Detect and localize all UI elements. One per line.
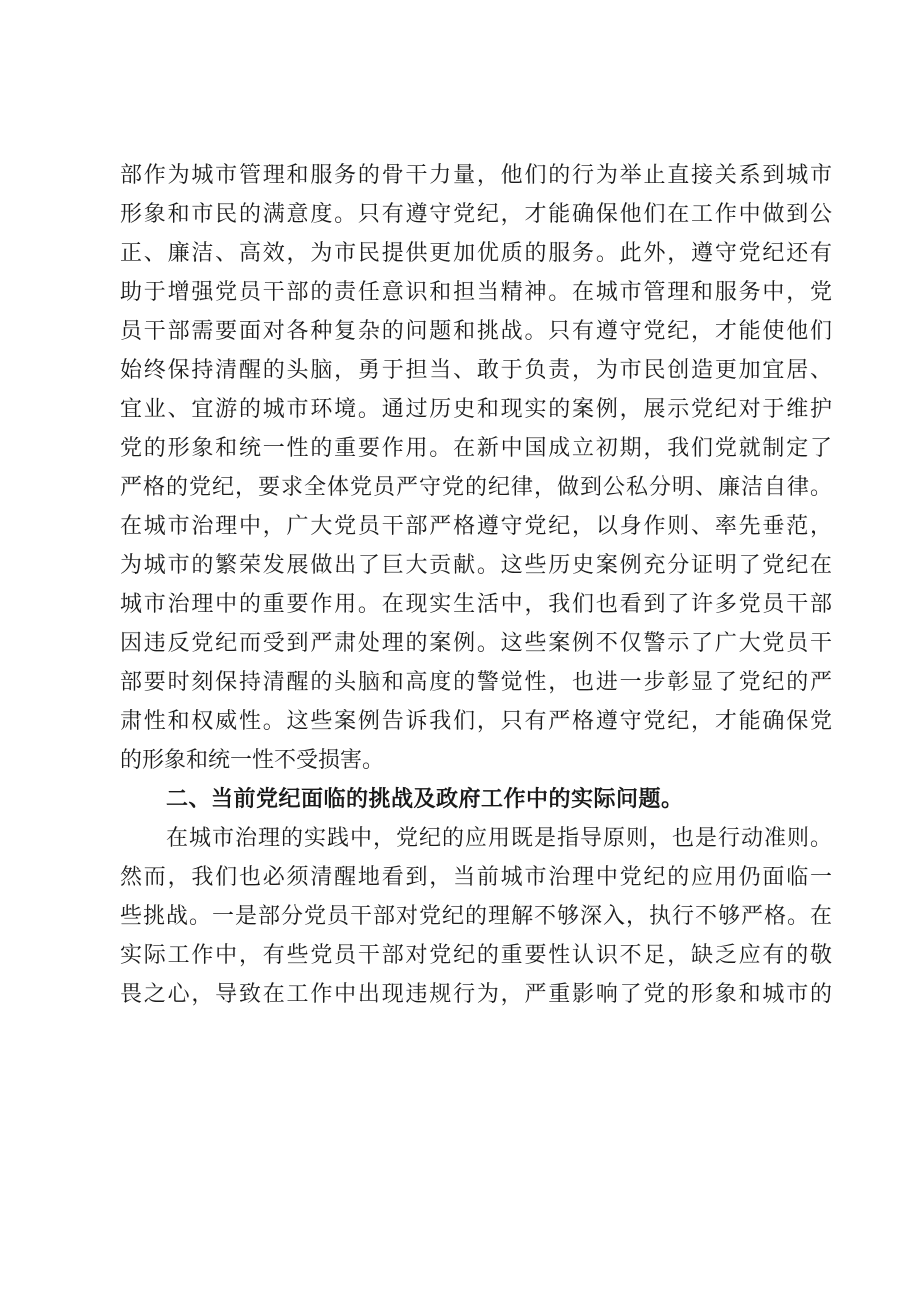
paragraph-line: 的形象和统一性不受损害。 — [120, 748, 385, 773]
paragraph-line: 实际工作中，有些党员干部对党纪的重要性认识不足，缺乏应有的敬 — [120, 943, 832, 968]
paragraph-line: 为城市的繁荣发展做出了巨大贡献。这些历史案例充分证明了党纪在 — [120, 553, 832, 578]
paragraph-line: 肃性和权威性。这些案例告诉我们，只有严格遵守党纪，才能确保党 — [120, 709, 832, 734]
paragraph-line: 始终保持清醒的头脑，勇于担当、敢于负责，为市民创造更加宜居、 — [120, 358, 832, 383]
paragraph-line: 畏之心，导致在工作中出现违规行为，严重影响了党的形象和城市的 — [120, 982, 832, 1007]
section-heading: 二、当前党纪面临的挑战及政府工作中的实际问题。 — [166, 787, 684, 812]
paragraph-line: 因违反党纪而受到严肃处理的案例。这些案例不仅警示了广大党员干 — [120, 631, 832, 656]
paragraph-line: 党的形象和统一性的重要作用。在新中国成立初期，我们党就制定了 — [120, 436, 832, 461]
paragraph-line: 严格的党纪，要求全体党员严守党的纪律，做到公私分明、廉洁自律。 — [120, 475, 832, 500]
paragraph-line: 些挑战。一是部分党员干部对党纪的理解不够深入，执行不够严格。在 — [120, 904, 832, 929]
paragraph-line: 部作为城市管理和服务的骨干力量，他们的行为举止直接关系到城市 — [120, 163, 832, 188]
paragraph-line: 在城市治理中，广大党员干部严格遵守党纪，以身作则、率先垂范， — [120, 514, 832, 539]
paragraph-line: 正、廉洁、高效，为市民提供更加优质的服务。此外，遵守党纪还有 — [120, 241, 832, 266]
paragraph-line: 形象和市民的满意度。只有遵守党纪，才能确保他们在工作中做到公 — [120, 202, 832, 227]
paragraph-line: 在城市治理的实践中，党纪的应用既是指导原则，也是行动准则。 — [166, 826, 832, 851]
paragraph-line: 助于增强党员干部的责任意识和担当精神。在城市管理和服务中，党 — [120, 280, 832, 305]
paragraph-line: 员干部需要面对各种复杂的问题和挑战。只有遵守党纪，才能使他们 — [120, 319, 832, 344]
paragraph-line: 部要时刻保持清醒的头脑和高度的警觉性，也进一步彰显了党纪的严 — [120, 670, 832, 695]
paragraph-line: 宜业、宜游的城市环境。通过历史和现实的案例，展示党纪对于维护 — [120, 397, 832, 422]
paragraph-line: 城市治理中的重要作用。在现实生活中，我们也看到了许多党员干部 — [120, 592, 832, 617]
paragraph-line: 然而，我们也必须清醒地看到，当前城市治理中党纪的应用仍面临一 — [120, 865, 832, 890]
